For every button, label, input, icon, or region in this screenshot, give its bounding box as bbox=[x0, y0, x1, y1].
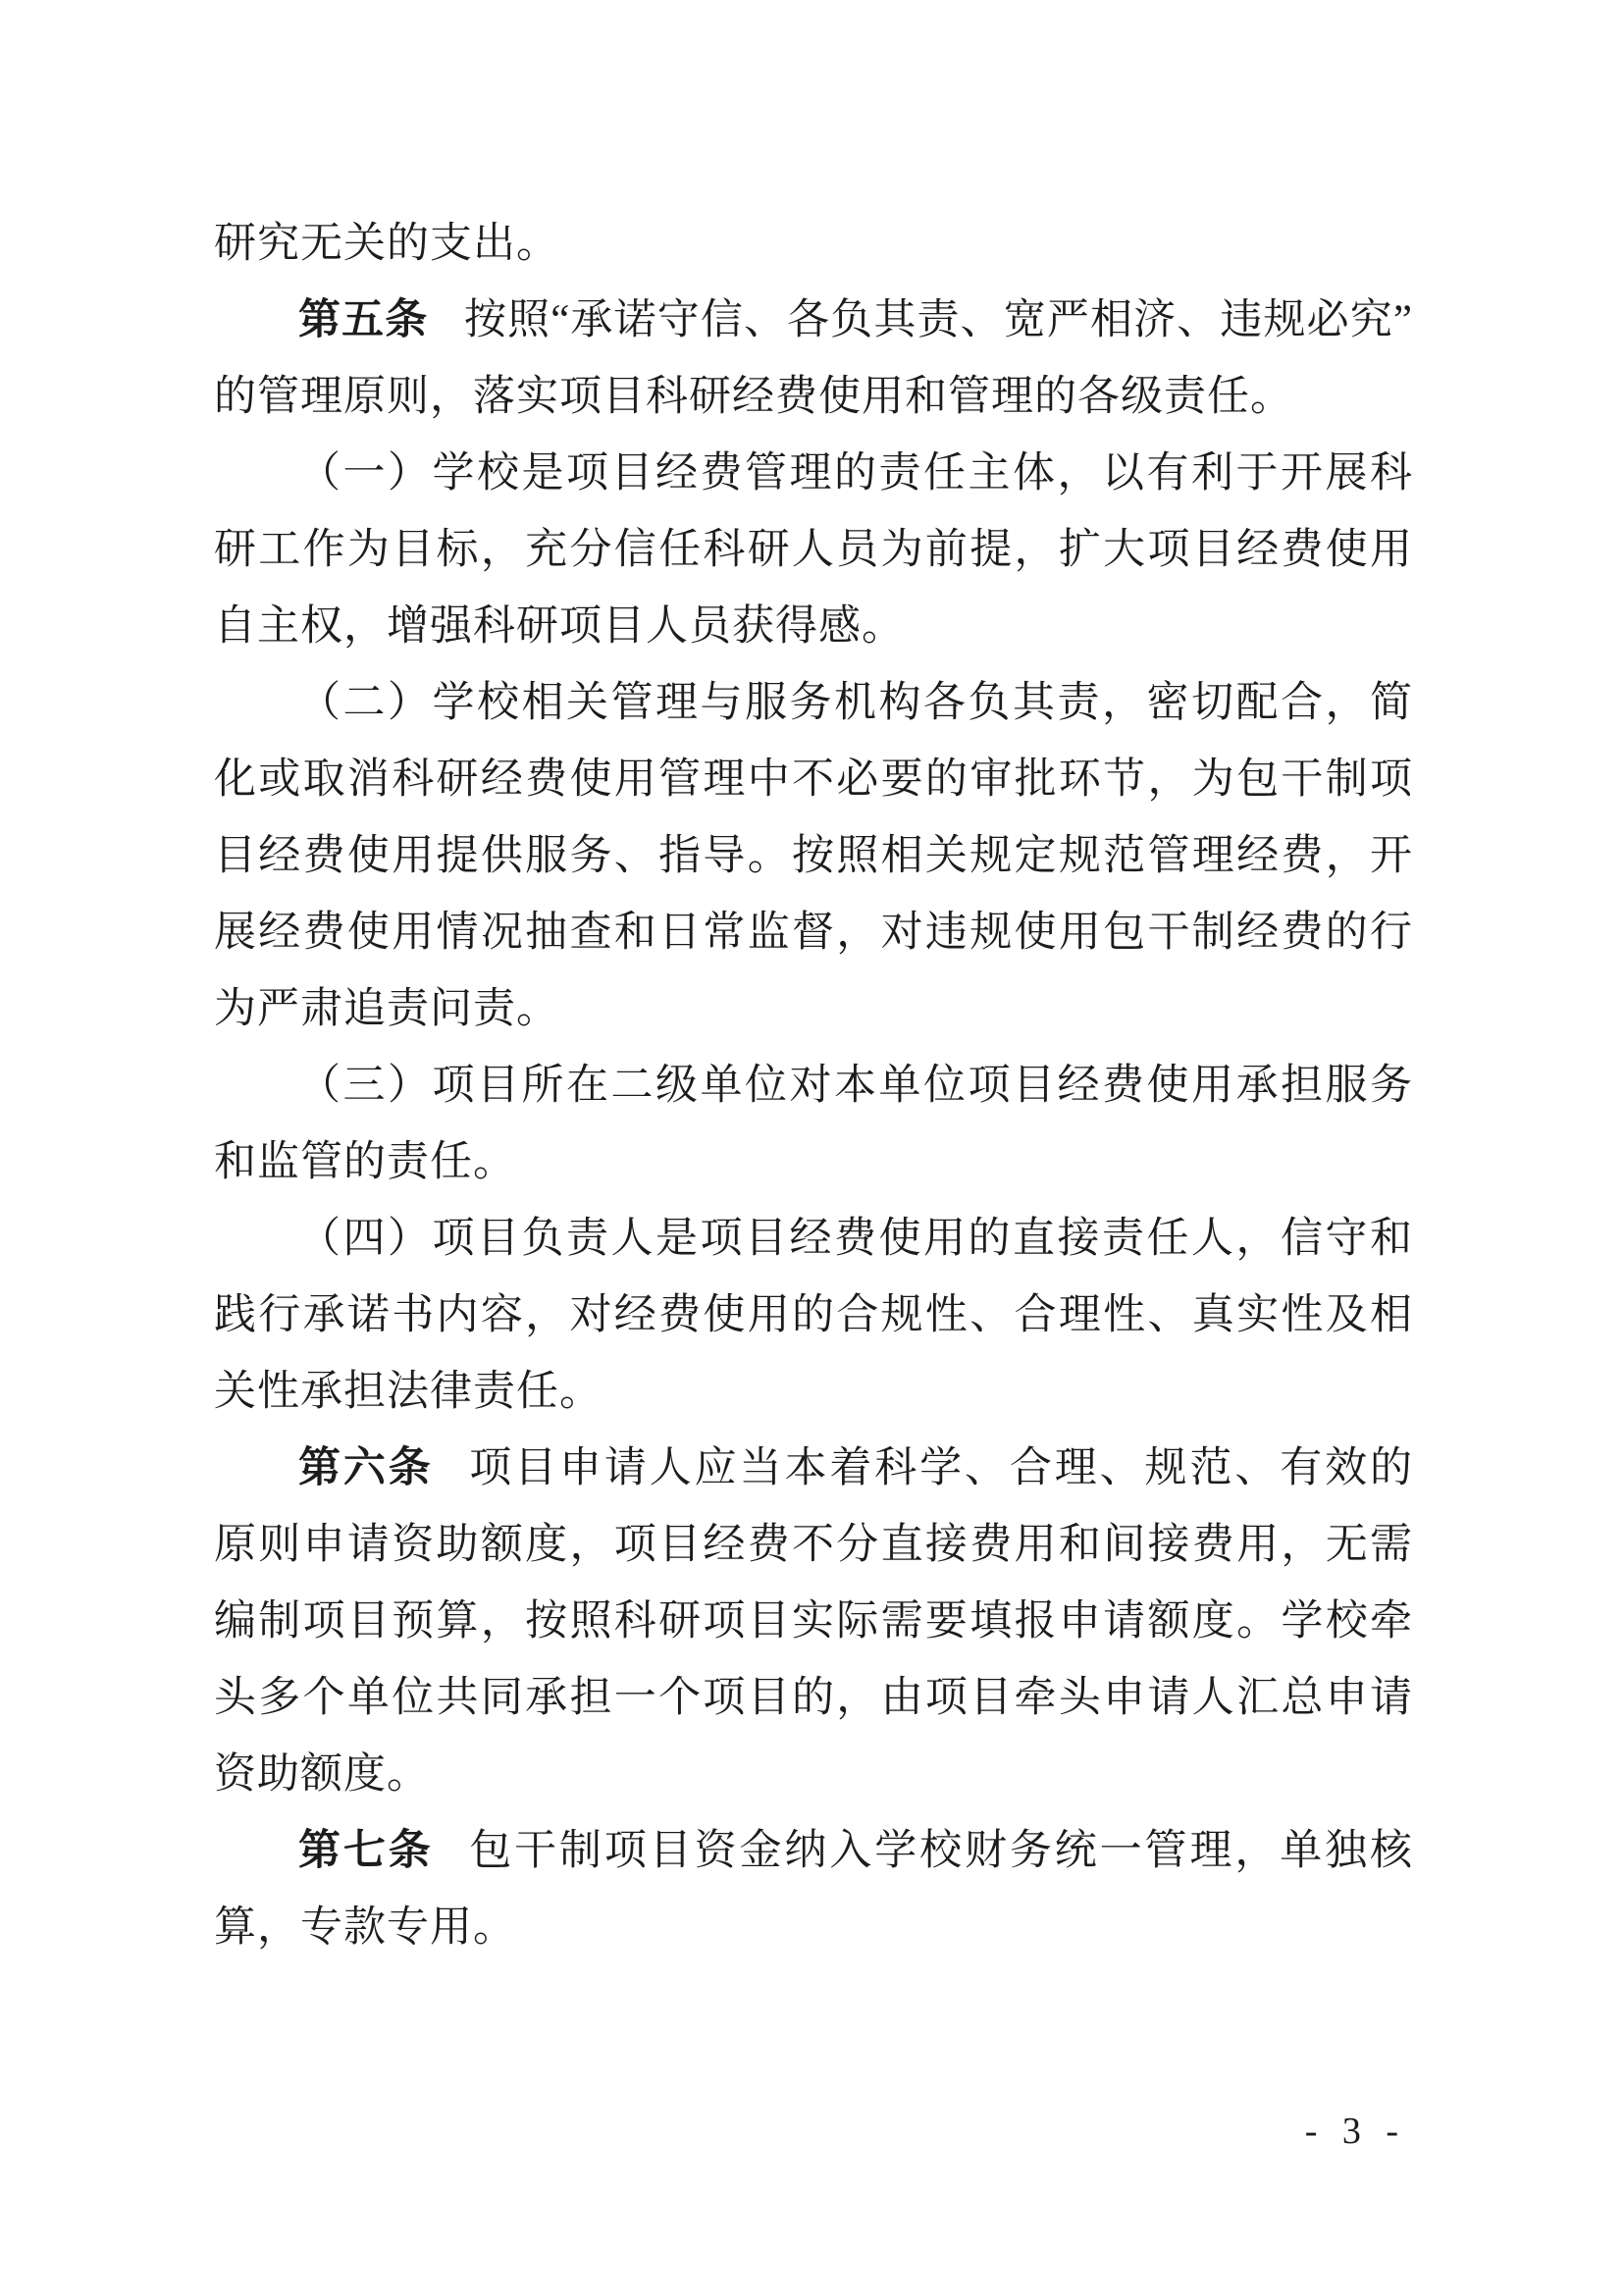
paragraph-text: 研究无关的支出。 bbox=[214, 221, 559, 267]
paragraph-item-3 bbox=[214, 1048, 1413, 1201]
paragraph-text: （一）学校是项目经费管理的责任主体，以有利于开展科研工作为目标，充分信任科研人员为前提，扩大项目经费使用自主权，增强科研项目人员获得感。 bbox=[214, 450, 1413, 650]
paragraph-text: 按照“承诺守信、各负其责、宽严相济、违规必究”的管理原则，落实项目科研经费使用和管理的各级责任。 bbox=[214, 297, 1414, 420]
paragraph-text: （四）项目负责人是项目经费使用的直接责任人，信守和践行承诺书内容，对经费使用的合规性、合理性、真实性及相关性承担法律责任。 bbox=[214, 1216, 1413, 1415]
paragraph-text: 项目申请人应当本着科学、合理、规范、有效的原则申请资助额度，项目经费不分直接费用和间接费用，无需编制项目预算，按照科研项目实际需要填报申请额度。学校牵头多个单位共同承担一个项目的，由项目牵头申请人汇总申请资助额度。 bbox=[214, 1445, 1414, 1798]
article-lead: 第六条 bbox=[298, 1445, 434, 1491]
paragraph-article-5 bbox=[214, 283, 1413, 436]
paragraph-item-4 bbox=[214, 1201, 1413, 1431]
article-lead: 第七条 bbox=[298, 1828, 434, 1874]
paragraph-article-7 bbox=[214, 1813, 1413, 1966]
page-number: - 3 - bbox=[1304, 2111, 1406, 2152]
paragraph-text: （三）项目所在二级单位对本单位项目经费使用承担服务和监管的责任。 bbox=[214, 1063, 1413, 1185]
paragraph-text: （二）学校相关管理与服务机构各负其责，密切配合，简化或取消科研经费使用管理中不必要的审批环节，为包干制项目经费使用提供服务、指导。按照相关规定规范管理经费，开展经费使用情况抽查和日常监督，对违规使用包干制经费的行为严肃追责问责。 bbox=[214, 680, 1413, 1032]
paragraph-item-2 bbox=[214, 665, 1413, 1048]
paragraph-item-1 bbox=[214, 436, 1413, 665]
paragraph bbox=[214, 206, 1413, 283]
paragraph-text: 包干制项目资金纳入学校财务统一管理，单独核算，专款专用。 bbox=[214, 1828, 1414, 1951]
article-lead: 第五条 bbox=[298, 297, 429, 343]
body-text bbox=[214, 206, 1413, 1966]
paragraph-article-6 bbox=[214, 1431, 1413, 1813]
